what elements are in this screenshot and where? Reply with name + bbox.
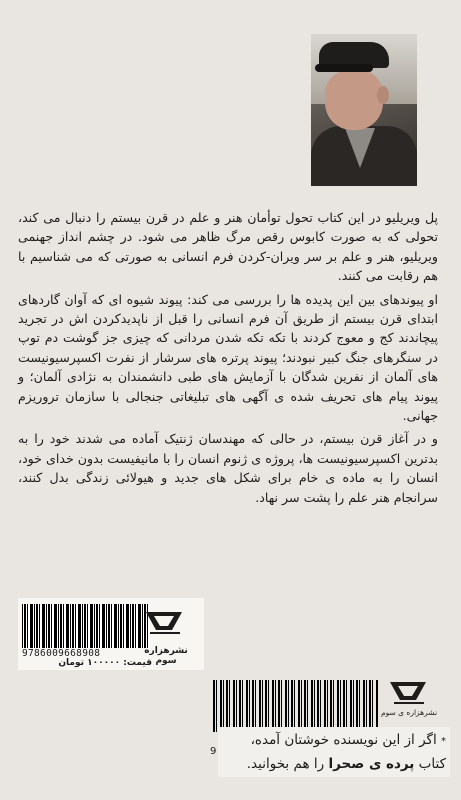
barcode-large [213,680,379,732]
barcode-large-digits: 9 [210,746,218,757]
recommendation-line-1: * اگر از این نویسنده خوشتان آمده، [250,732,446,748]
bullet: * [441,736,446,747]
barcode-small [22,604,150,648]
recommendation-note [218,727,450,777]
publisher-label-small: نشرهزاره سوم [144,646,188,666]
paragraph-2: او پیوندهای بین این پدیده ها را بررسی می کند: پیوند شیوه ای که آوان گاردهای ابتدای قرن بیستم از طریق آن فرم انسانی را قبل از ناپدیدکردن اش در تجرید پیچاندند کج و معوج کردند با تکه تکه شدن مردانی که چیزی جز گوشت دم توپ در سنگرهای جنگ کبیر نبودند؛ پیوند پرتره های سرشار از نفرت اکسپرسیونیست های آلمان از نفرین شدگان با آزمایش های طبی دانشمندان به نژادی آلمان؛ و پیوند پیام های تحریف شده ی آگهی های تبلیغاتی جنجالی با سازمان تروریزم جهانی. [18,291,438,424]
author-photo [311,34,417,186]
book-title: پرده ی صحرا [328,756,415,772]
publisher-logo-large-icon [388,680,428,706]
barcode-small-digits: 9786009668908 [22,648,101,659]
price-label: قیمت: ۱۰۰۰۰۰ تومان [58,658,152,668]
paragraph-1: پل ویریلیو در این کتاب تحول توأمان هنر و علم در قرن بیستم را دنبال می کند، تحولی که به صورت کابوس رقص مرگ ظاهر می شود. در چشم انداز جهنمی ویریلیو، هنر و علم بر سر ویران-کردن فرم انسانی به صورتی که می شناسیم با هم رقابت می کنند. [18,210,438,284]
back-cover-text [18,208,438,511]
recommendation-line-2: کتاب پرده ی صحرا را هم بخوانید. [246,756,446,772]
publisher-logo-icon [144,610,184,636]
publisher-label-large: نشرهزاره ی سوم [380,708,438,717]
paragraph-3: و در آغاز قرن بیستم، در حالی که مهندسان ژنتیک آماده می شدند خود را به بدترین اکسپرسیونیست ها، پروژه ی ژنوم انسان را با مانیفیست بدون خدای خود، انسان را به ماده ی خام برای شکل های جدید و هیولائی زندگی بدل کنند، سرانجام هنر علم را پشت سر نهاد. [18,431,438,505]
